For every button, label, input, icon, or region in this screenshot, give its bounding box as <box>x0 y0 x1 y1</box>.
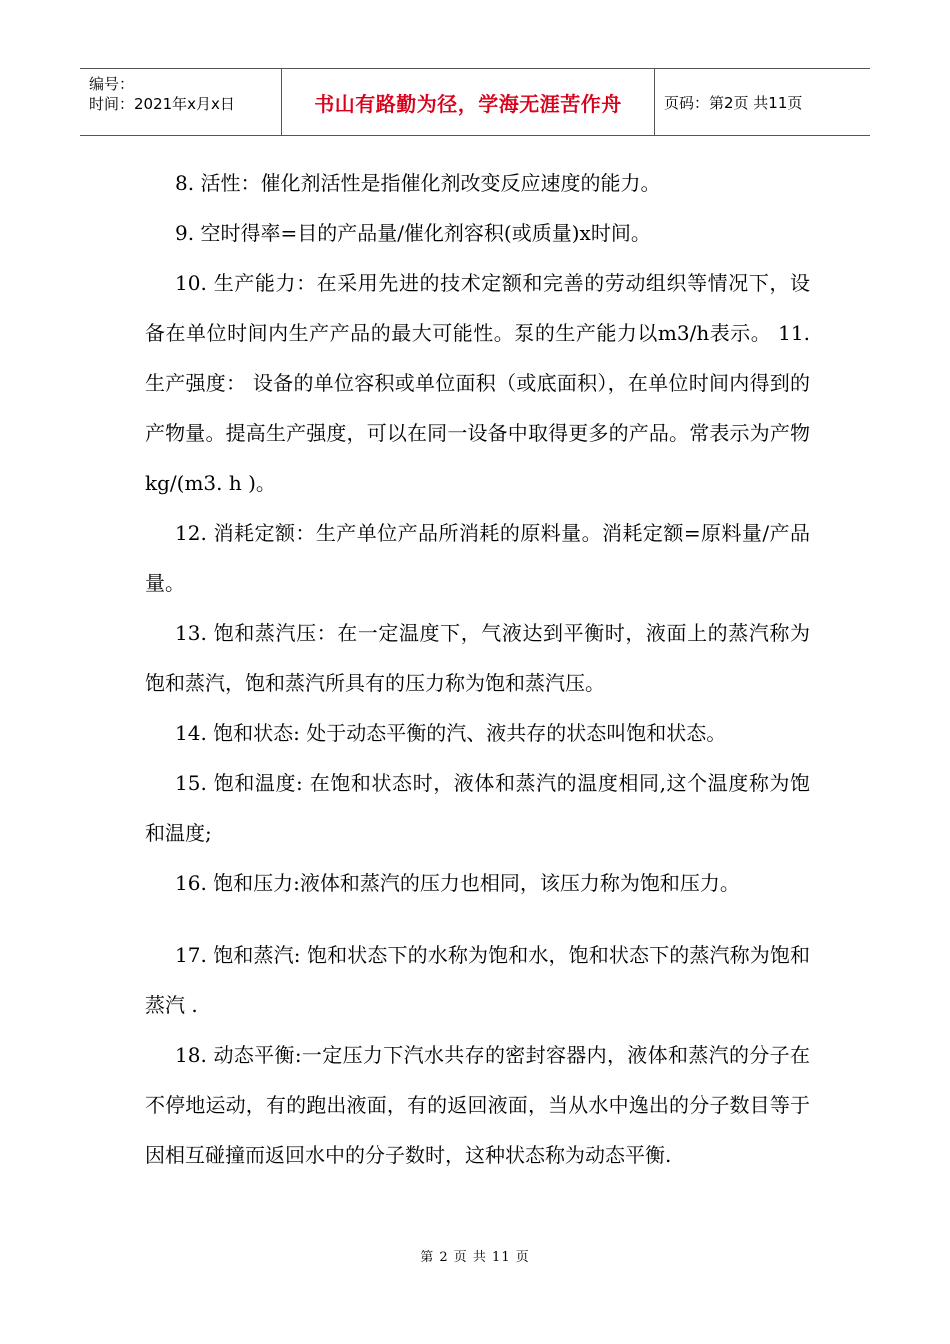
definition-item-10-11: 10. 生产能力：在采用先进的技术定额和完善的劳动组织等情况下，设备在单位时间内生产产品的最大可能性。泵的生产能力以m3/h表示。 11. 生产强度： 设备的单位容积或单位面积（或底面积），在单位时间内得到的产物量。提高生产强度，可以在同一设备中取得更多的产品。常表示为产物kg/(m3. h )。 <box>145 271 810 495</box>
document-header <box>80 68 870 136</box>
header-meta <box>80 69 282 135</box>
definition-item-12: 12. 消耗定额：生产单位产品所消耗的原料量。消耗定额=原料量/产品量。 <box>145 521 810 595</box>
page-footer: 第 2 页 共 11 页 <box>420 1250 530 1265</box>
definition-item-17: 17. 饱和蒸汽: 饱和状态下的水称为饱和水，饱和状态下的蒸汽称为饱和蒸汽 . <box>145 943 810 1017</box>
definition-item-9: 9. 空时得率=目的产品量/催化剂容积(或质量)x时间。 <box>175 221 651 245</box>
header-page-info: 页码：第2页 共11页 <box>664 93 803 112</box>
header-motto: 书山有路勤为径，学海无涯苦作舟 <box>282 69 655 135</box>
definition-item-18: 18. 动态平衡:一定压力下汽水共存的密封容器内，液体和蒸汽的分子在不停地运动，有的跑出液面，有的返回液面，当从水中逸出的分子数目等于因相互碰撞而返回水中的分子数时，这种状态称为动态平衡. <box>145 1043 810 1167</box>
document-date: 时间：2021年x月x日 <box>89 95 235 113</box>
definition-item-16: 16. 饱和压力:液体和蒸汽的压力也相同，该压力称为饱和压力。 <box>175 871 740 895</box>
document-number-label: 编号： <box>89 75 135 93</box>
document-body <box>145 158 810 1180</box>
definition-item-15: 15. 饱和温度: 在饱和状态时，液体和蒸汽的温度相同,这个温度称为饱和温度; <box>145 771 810 845</box>
definition-item-13: 13. 饱和蒸汽压：在一定温度下，气液达到平衡时，液面上的蒸汽称为饱和蒸汽，饱和蒸汽所具有的压力称为饱和蒸汽压。 <box>145 621 810 695</box>
definition-item-8: 8. 活性：催化剂活性是指催化剂改变反应速度的能力。 <box>175 171 661 195</box>
definition-item-14: 14. 饱和状态: 处于动态平衡的汽、液共存的状态叫饱和状态。 <box>175 721 727 745</box>
